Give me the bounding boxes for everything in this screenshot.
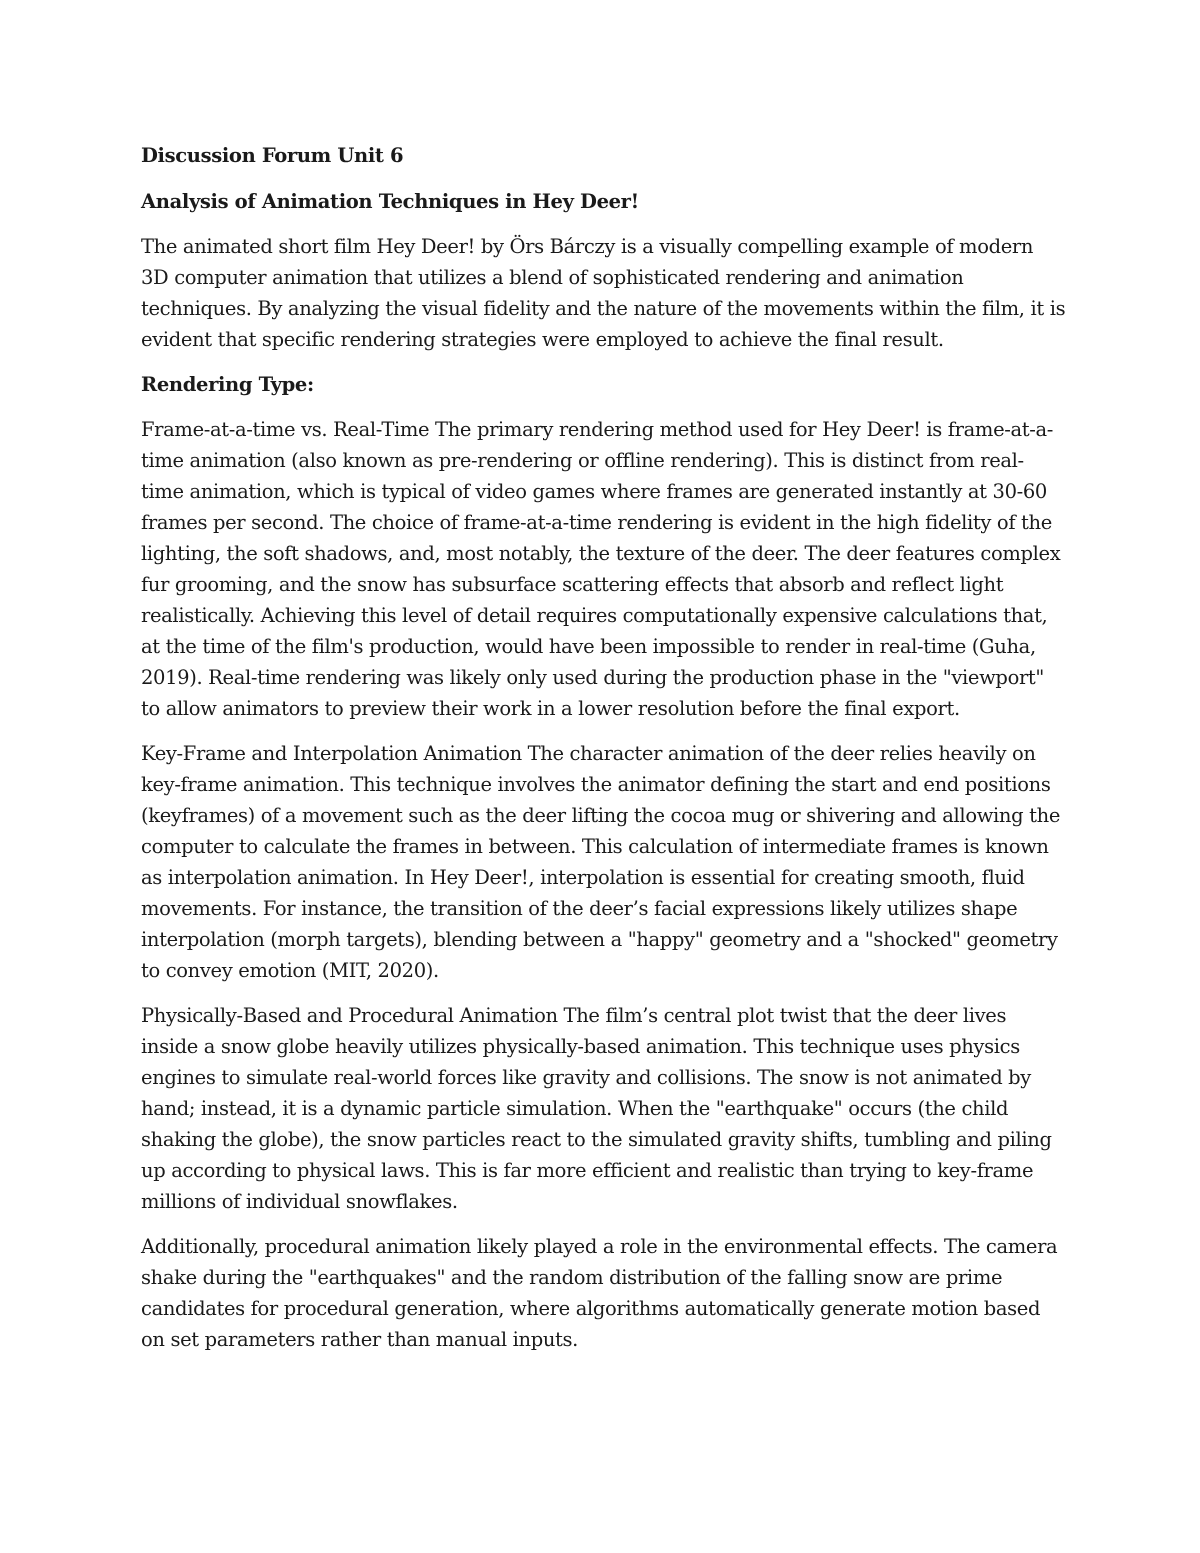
paragraph-procedural: Additionally, procedural animation likely played a role in the environmental effects. The camera shake during the "earthquakes" and the random distribution of the falling snow are prime candidates for procedural generation, where algorithms automatically generate motion based on set parameters rather than manual inputs. bbox=[141, 1235, 1058, 1351]
paragraph-frame-at-a-time: Frame-at-a-time vs. Real-Time The primary rendering method used for Hey Deer! is frame-at-a-time animation (also known as pre-rendering or offline rendering). This is distinct from real-time animation, which is typical of video games where frames are generated instantly at 30-60 frames per second. The choice of frame-at-a-time rendering is evident in the high fidelity of the lighting, the soft shadows, and, most notably, the texture of the deer. The deer features complex fur grooming, and the snow has subsurface scattering effects that absorb and reflect light realistically. Achieving this level of detail requires computationally expensive calculations that, at the time of the film's production, would have been impossible to render in real-time (Guha, 2019). Real-time rendering was likely only used during the production phase in the "viewport" to allow animators to preview their work in a lower resolution before the final export. bbox=[141, 418, 1061, 720]
paragraph-key-frame: Key-Frame and Interpolation Animation The character animation of the deer relies heavily on key-frame animation. This technique involves the animator defining the start and end positions (keyframes) of a movement such as the deer lifting the cocoa mug or shivering and allowing the computer to calculate the frames in between. This calculation of intermediate frames is known as interpolation animation. In Hey Deer!, interpolation is essential for creating smooth, fluid movements. For instance, the transition of the deer’s facial expressions likely utilizes shape interpolation (morph targets), blending between a "happy" geometry and a "shocked" geometry to convey emotion (MIT, 2020). bbox=[141, 742, 1061, 982]
document-page bbox=[141, 140, 1066, 1369]
intro-paragraph: The animated short film Hey Deer! by Örs Bárczy is a visually compelling example of modern 3D computer animation that utilizes a blend of sophisticated rendering and animation techniques. By analyzing the visual fidelity and the nature of the movements within the film, it is evident that specific rendering strategies were employed to achieve the final result. bbox=[141, 235, 1066, 351]
document-title: Analysis of Animation Techniques in Hey Deer! bbox=[141, 190, 639, 213]
unit-heading: Discussion Forum Unit 6 bbox=[141, 144, 404, 167]
paragraph-physically-based: Physically-Based and Procedural Animation The film’s central plot twist that the deer lives inside a snow globe heavily utilizes physically-based animation. This technique uses physics engines to simulate real-world forces like gravity and collisions. The snow is not animated by hand; instead, it is a dynamic particle simulation. When the "earthquake" occurs (the child shaking the globe), the snow particles react to the simulated gravity shifts, tumbling and piling up according to physical laws. This is far more efficient and realistic than trying to key-frame millions of individual snowflakes. bbox=[141, 1004, 1052, 1213]
section-heading-rendering-type: Rendering Type: bbox=[141, 373, 314, 396]
